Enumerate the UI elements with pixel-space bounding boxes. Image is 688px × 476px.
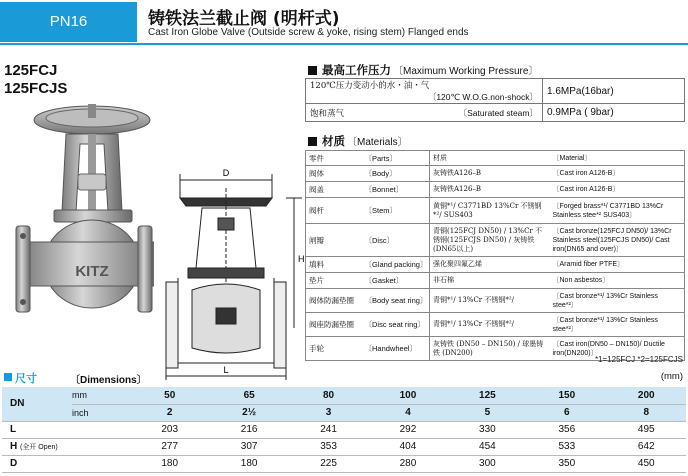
dim-label-l: L [223,365,229,375]
valve-photo [4,104,154,340]
table-row: L 203 216 241 292 330 356 495 [2,421,686,438]
table-row: 阀体防漏垫圈 〔Body seat ring〕 青铜*¹/ 13%Cr 不锈钢*²/ 〔Cast bronze*¹/ 13%Cr Stainless stee*²〕 [306,289,685,313]
pressure-heading: 最高工作压力 〔Maximum Working Pressure〕 [308,62,538,78]
dim-label-d: D [222,168,230,178]
materials-table [305,150,685,361]
table-row: D 180 180 225 280 300 350 450 [2,455,686,472]
pressure-value: 1.6MPa(16bar) [543,79,685,104]
pressure-condition: 120℃压力变动小的水・油・气 〔120℃ W.O.G.non-shock〕 [306,79,543,104]
model-name-2: 125FCJS [4,80,68,97]
table-row [306,79,685,104]
valve-cross-section-drawing [162,158,304,382]
table-row: 手轮 〔Handwheel〕 灰铸铁 (DN50 – DN150) / 球墨铸铁 (DN200) 〔Cast iron(DN50 – DN150)/ Ductile iron(DN200)〕 [306,337,685,361]
table-row: 填料 〔Gland packing〕 强化聚四氟乙烯 〔Aramid fiber PTFE〕 [306,257,685,273]
table-row [306,104,685,122]
materials-heading: 材质 〔Materials〕 [308,133,408,149]
title-english: Cast Iron Globe Valve (Outside screw & yoke, rising stem) Flanged ends [148,27,469,38]
table-row: 阀体 〔Body〕 灰铸铁A126–B 〔Cast iron A126-B〕 [306,166,685,182]
brand-mark: KITZ [75,263,109,280]
footnotes: *1=125FCJ *2=125FCJS [594,355,683,364]
unit-label: (mm) [660,371,683,382]
bullet-square-icon [308,137,317,146]
title-chinese: 铸铁法兰截止阀 (明杆式) [148,9,340,29]
pressure-class-badge: PN16 [0,2,137,42]
table-header-row: 零件 〔Parts〕 材质 〔Material〕 [306,151,685,166]
pressure-value: 0.9MPa ( 9bar) [543,104,685,122]
pressure-condition: 饱和蒸气 〔Saturated steam〕 [306,104,543,122]
dim-label-h: H [298,254,304,264]
dimensions-table [2,387,686,473]
pressure-table [305,78,685,122]
table-row: H (全开 Open) 277 307 353 404 454 533 642 [2,438,686,455]
table-row: 垫片 〔Gasket〕 非石棉 〔Non asbestos〕 [306,273,685,289]
table-row: 阀盖 〔Bonnet〕 灰铸铁A126–B 〔Cast iron A126-B〕 [306,182,685,198]
table-row: 闸瓣 〔Disc〕 青铜(125FCJ DN50) / 13%Cr 不锈钢(125FCJS DN50) / 灰铸铁(DN65以上) 〔Cast bronze(125FCJ DN50)/ 13%Cr Stainless steel(125FCJS DN50)/ Cast iron(DN65 and over)〕 [306,224,685,257]
bullet-square-icon [4,373,12,381]
header [0,0,688,44]
bullet-square-icon [308,66,317,75]
table-row: 阀杆 〔Stem〕 黄铜*¹/ C3771BD 13%Cr 不锈钢*²/ SUS403 〔Forged brass*¹/ C3771BD 13%Cr Stainless stee*² SUS403〕 [306,198,685,224]
table-header-row: DN mm 50 65 80 100 125 150 200 [2,387,686,404]
table-row: 阀座防漏垫圈 〔Disc seat ring〕 青铜*¹/ 13%Cr 不锈钢*²/ 〔Cast bronze*¹/ 13%Cr Stainless stee*²〕 [306,313,685,337]
header-divider [0,43,688,45]
dimensions-heading: 尺寸 〔Dimensions〕 (mm) [0,370,688,384]
table-header-row: inch 2 2½ 3 4 5 6 8 [2,404,686,421]
model-name-1: 125FCJ [4,62,58,79]
